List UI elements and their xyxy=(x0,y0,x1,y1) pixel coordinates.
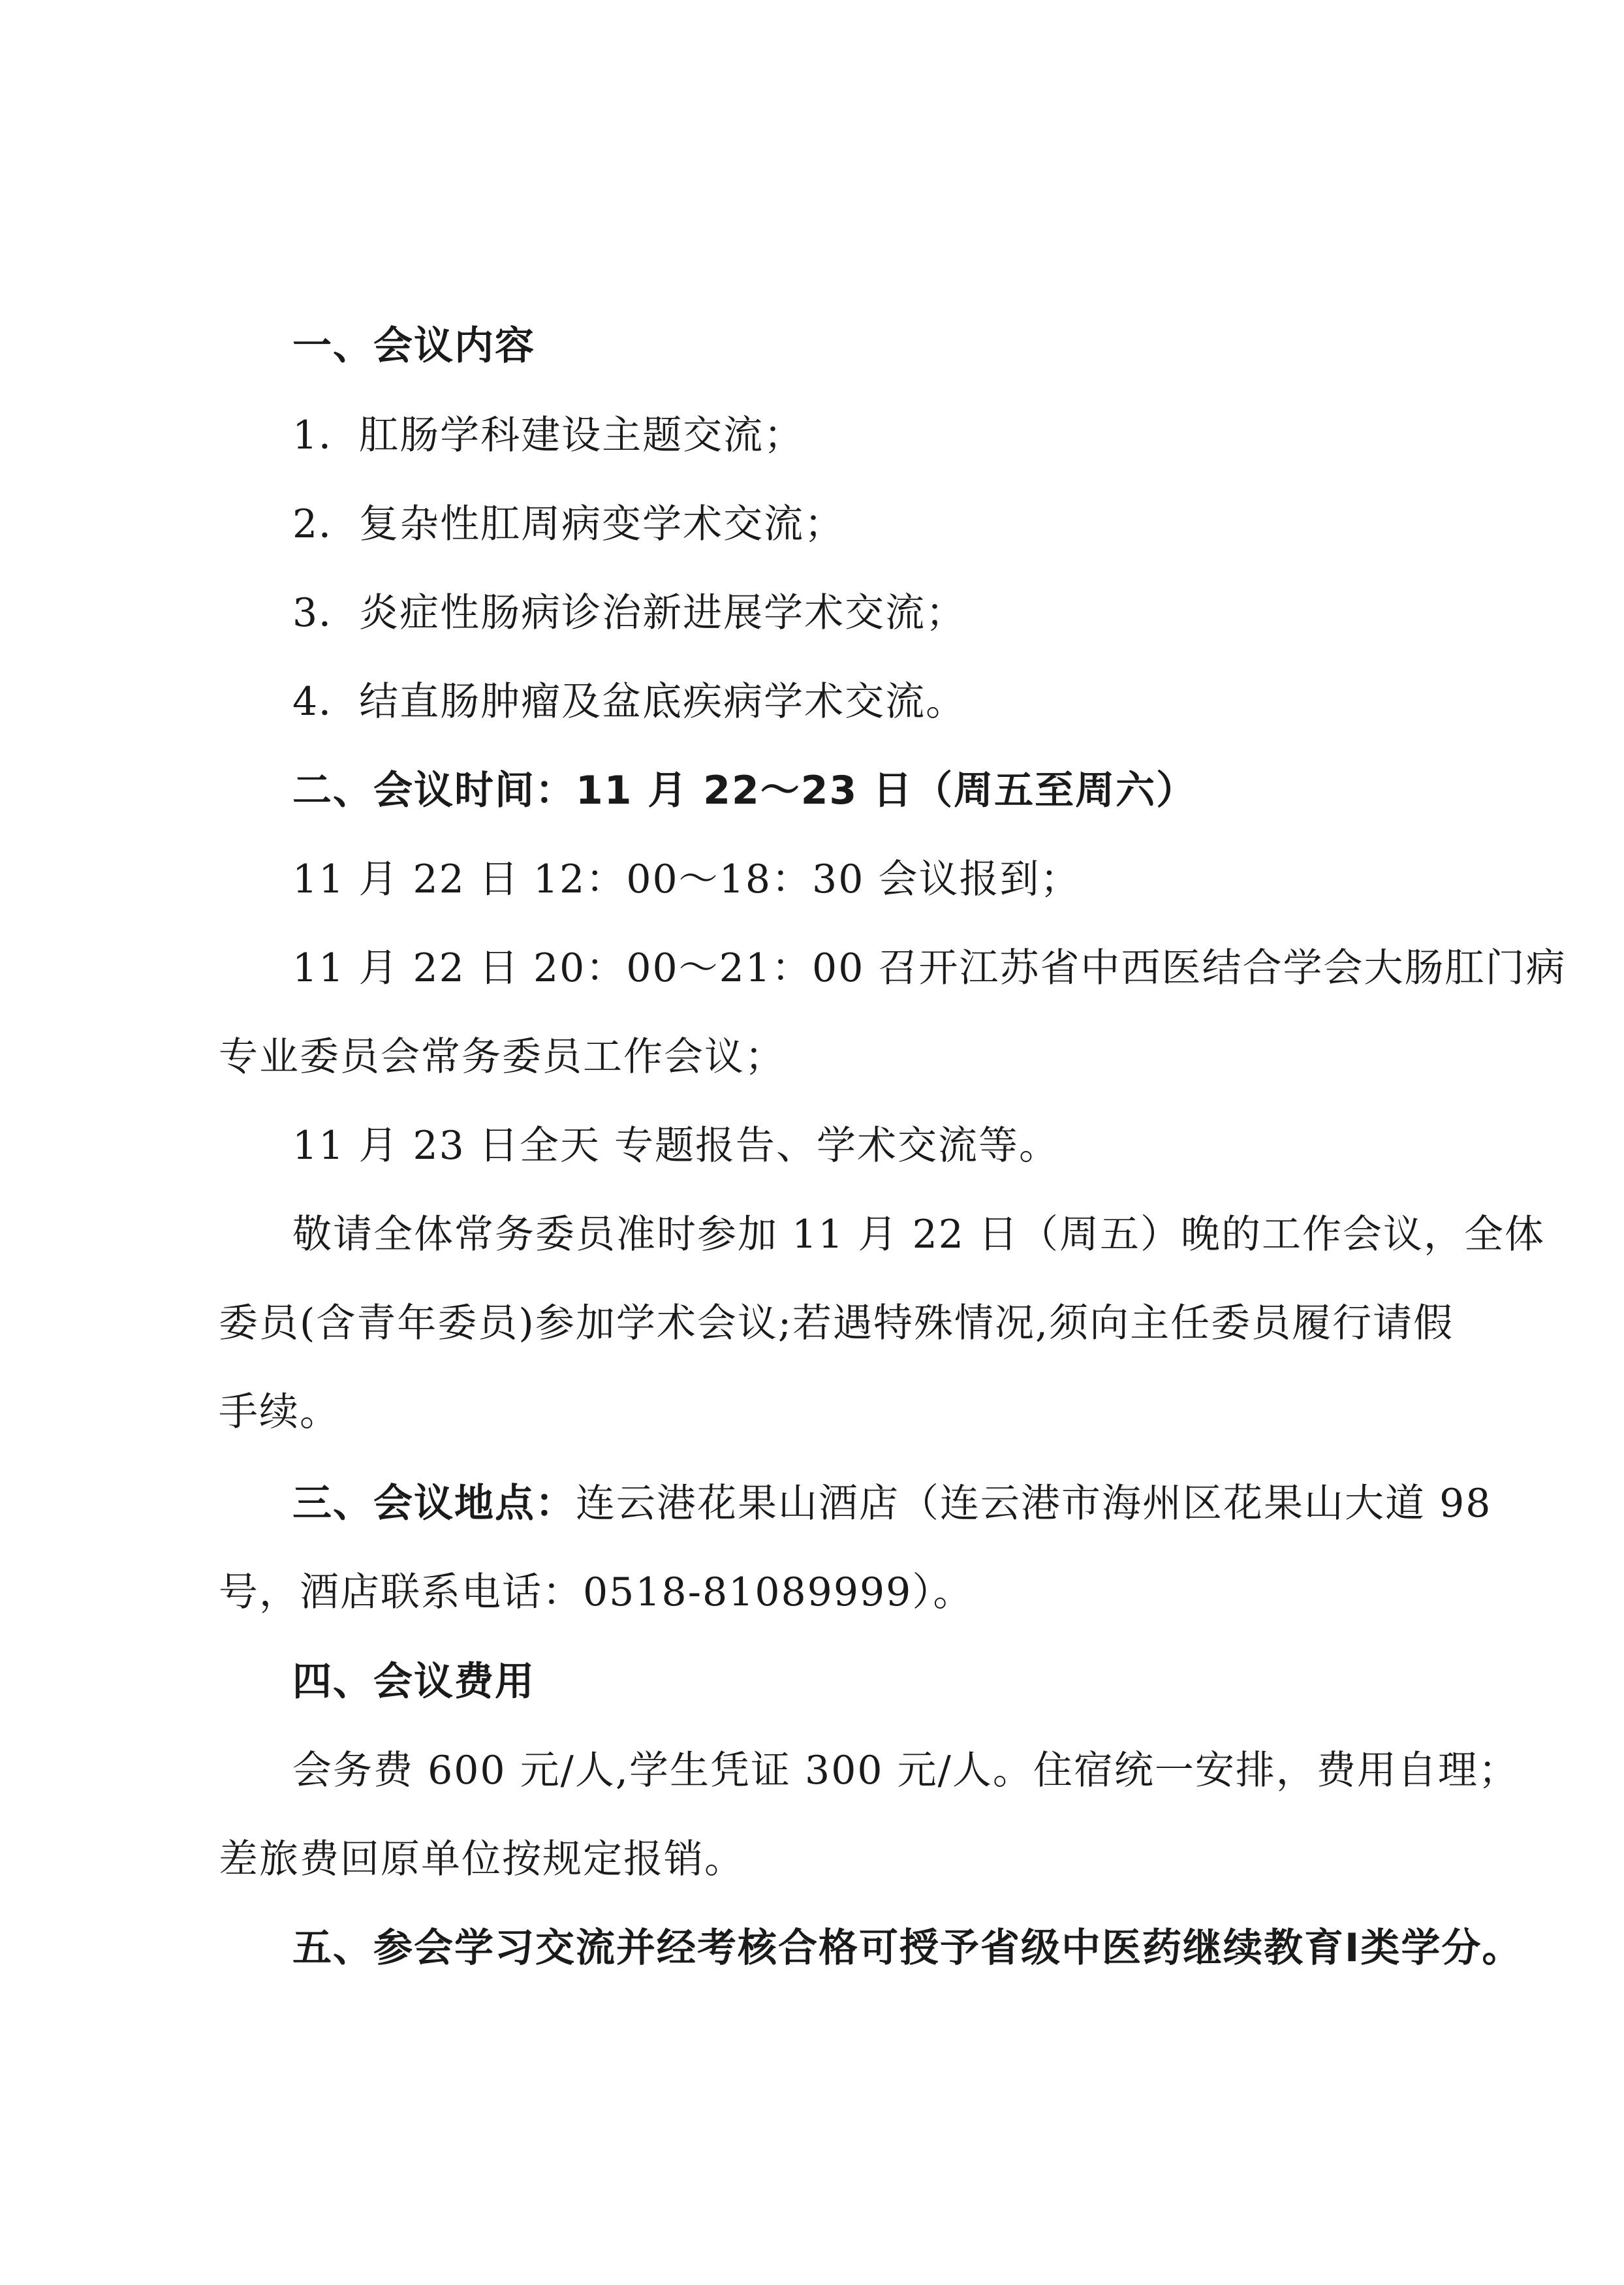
location-line-2: 号，酒店联系电话：0518-81089999）。 xyxy=(219,1569,974,1615)
notice-line-2: 委员(含青年委员)参加学术会议;若遇特殊情况,须向主任委员履行请假 xyxy=(219,1300,1454,1346)
section-heading-credits: 五、参会学习交流并经考核合格可授予省级中医药继续教育Ⅰ类学分。 xyxy=(292,1925,1523,1971)
schedule-line-3: 专业委员会常务委员工作会议； xyxy=(219,1034,785,1080)
content-item-2: 2．复杂性肛周病变学术交流； xyxy=(292,501,845,547)
content-item-4: 4．结直肠肿瘤及盆底疾病学术交流。 xyxy=(292,679,967,725)
section-heading-meeting-fees: 四、会议费用 xyxy=(292,1659,535,1705)
content-item-1: 1．肛肠学科建设主题交流； xyxy=(292,413,805,458)
fees-line-2: 差旅费回原单位按规定报销。 xyxy=(219,1836,745,1882)
location-text: 连云港花果山酒店（连云港市海州区花果山大道 98 xyxy=(576,1481,1492,1526)
section-heading-meeting-content: 一、会议内容 xyxy=(292,323,535,369)
schedule-line-1: 11 月 22 日 12：00～18：30 会议报到； xyxy=(292,857,1081,902)
content-item-3: 3．炎症性肠病诊治新进展学术交流； xyxy=(292,590,967,636)
location-label: 三、会议地点： xyxy=(292,1481,576,1526)
notice-line-1: 敬请全体常务委员准时参加 11 月 22 日（周五）晚的工作会议，全体 xyxy=(292,1212,1545,1257)
schedule-line-4: 11 月 23 日全天 专题报告、学术交流等。 xyxy=(292,1123,1059,1169)
schedule-line-2: 11 月 22 日 20：00～21：00 召开江苏省中西医结合学会大肠肛门病 xyxy=(292,945,1567,991)
section-heading-meeting-time: 二、会议时间：11 月 22～23 日（周五至周六） xyxy=(292,768,1197,813)
fees-line-1: 会务费 600 元/人,学生凭证 300 元/人。住宿统一安排，费用自理； xyxy=(292,1748,1519,1793)
section-heading-meeting-location xyxy=(292,1477,1491,1530)
notice-line-3: 手续。 xyxy=(219,1389,340,1435)
